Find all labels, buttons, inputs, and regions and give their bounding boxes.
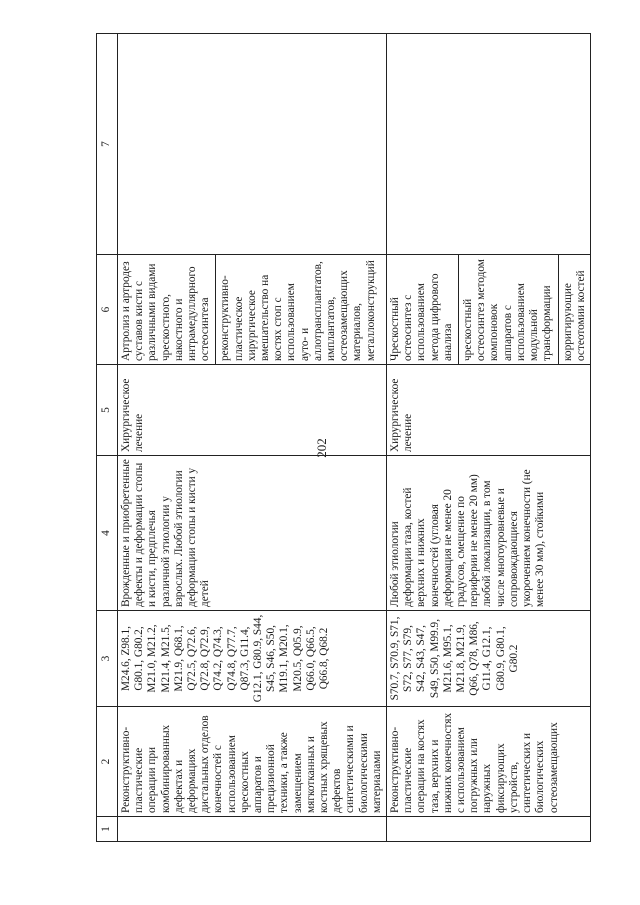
- col-header: 5: [97, 365, 118, 456]
- col-header: 3: [97, 611, 118, 707]
- table-row: [118, 34, 387, 842]
- procedure-name-cell: Реконструктивно-пластические операции при комбинированных дефектах и деформациях дистальных отделов конечностей с использованием чрескостных аппаратов и прецизионной техники, а также замещением мягкотканных и костных хрящевых дефектов синтетическими и биологическими материалами: [118, 707, 387, 817]
- col-header: 2: [97, 707, 118, 817]
- treatment-type-cell: Хирургическое лечение: [118, 365, 387, 456]
- row-number-cell: [387, 817, 591, 842]
- col-header: 7: [97, 34, 118, 255]
- row-number-cell: [118, 817, 387, 842]
- procedures-table: [96, 33, 591, 842]
- method-text: корригирующие остеотомии костей: [558, 255, 588, 364]
- method-text: реконструктивно-пластическое хирургическое вмешательство на костях стоп с использованием ауто- и аллотрансплантатов, имплантатов, остеозамещающих материалов, металлоконструкций: [215, 255, 377, 364]
- header-row: [97, 34, 118, 842]
- page-number: 202: [313, 438, 329, 458]
- col-header: 6: [97, 255, 118, 365]
- col-header: 1: [97, 817, 118, 842]
- treatment-methods-cell: [118, 255, 387, 365]
- method-text: чрескостный остеосинтез методом компоновок аппаратов с использованием модульной трансформации: [458, 255, 554, 364]
- method-text: Артролиз и артродез суставов кисти с различными видами чрескостного, накостного и интрамедуллярного остеосинтеза: [120, 261, 212, 361]
- patient-model-cell: Любой этиологии деформации таза, костей верхних и нижних конечностей (угловая деформация не менее 20 градусов, смещение по периферии не менее 20 мм) любой локализации, в том числе многоуровневые и сопровождающиеся укорочением конечности (не менее 30 мм), стойкими: [387, 456, 591, 611]
- col-header: 4: [97, 456, 118, 611]
- treatment-type-cell: Хирургическое лечение: [387, 365, 591, 456]
- diagnosis-codes-cell: M24.6, Z98.1, G80.1, G80.2, M21.0, M21.2, M21.4, M21.5, M21.9, Q68.1, Q72.5, Q72.6, Q72.8, Q72.9, Q74.2, Q74.3, Q74.8, Q77.7, Q87.3, G11.4, G12.1, G80.9, S44, S45, S46, S50, M19.1, M20.1, M20.5, Q05.9, Q66.0, Q66.5, Q66.8, Q68.2: [118, 611, 387, 707]
- rotated-table-container: [96, 34, 612, 842]
- extra-cell: [118, 34, 387, 255]
- procedure-name-cell: Реконструктивно-пластические операции на костях таза, верхних и нижних конечностях с использованием погружных или наружных фиксирующих устройств, синтетических и биологических остеозамещающих: [387, 707, 591, 817]
- patient-model-cell: Врожденные и приобретенные дефекты и деформации стопы и кисти, предплечья различной этиологии у взрослых. Любой этиологии деформации стопы и кисти у детей: [118, 456, 387, 611]
- diagnosis-codes-cell: S70.7, S70.9, S71, S72, S77, S79, S42, S43, S47, S49, S50, M99.9, M21.6, M95.1, M21.8, M21.9, Q66, Q78, M86, G11.4, G12.1, G80.9, G80.1, G80.2: [387, 611, 591, 707]
- method-text: Чрескостный остеосинтез с использованием метода цифрового анализа: [389, 273, 454, 361]
- extra-cell: [387, 34, 591, 255]
- treatment-methods-cell: [387, 255, 591, 365]
- table-row: [387, 34, 591, 842]
